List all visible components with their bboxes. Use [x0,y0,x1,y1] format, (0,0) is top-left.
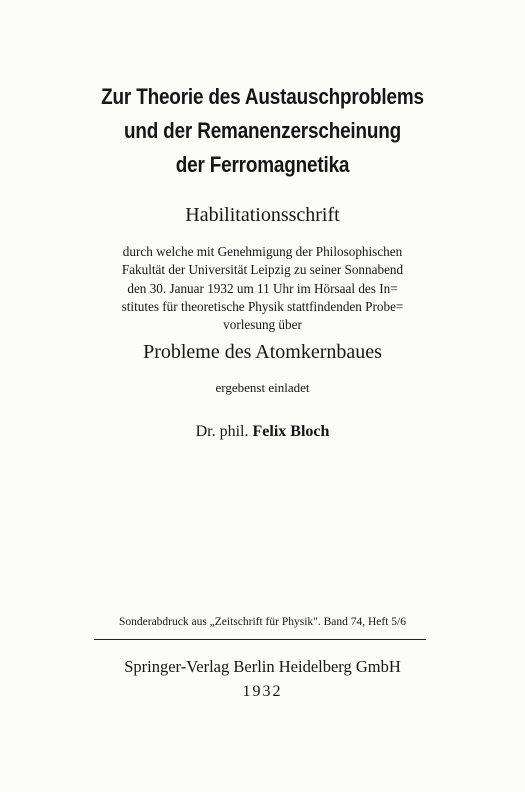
invitation-line-2: Fakultät der Universität Leipzig zu seiner Sonnabend [121,262,404,278]
book-title [37,80,489,182]
author-name: Felix Bloch [252,423,330,440]
invites-text: ergebenst einladet [215,380,310,395]
publication-year: 1932 [242,683,283,700]
book-title-line-1: Zur Theorie des Austauschproblems [101,84,424,109]
book-title-line-2: und der Remanenzerscheinung [123,118,402,143]
lecture-title: Probleme des Atomkernbaues [143,341,382,363]
invitation-line-4: stitutes für theoretische Physik stattfindenden Probe= [121,298,404,314]
reprint-note: Sonderabdruck aus „Zeitschrift für Physik". Band 74, Heft 5/6 [118,616,407,628]
publisher: Springer-Verlag Berlin Heidelberg GmbH [124,657,401,676]
invitation-line-1: durch welche mit Genehmigung der Philosophischen [122,244,403,259]
author-prefix: Dr. phil. [195,423,249,440]
invitation-line-3: den 30. Januar 1932 um 11 Uhr im Hörsaal des In= [127,280,398,296]
document-type: Habilitationsschrift [185,204,340,226]
author [0,422,525,442]
invitation-line-5: vorlesung über [223,317,302,333]
book-title-line-3: der Ferromagnetika [175,152,350,177]
divider-rule [94,639,426,640]
invitation-text [0,243,525,334]
